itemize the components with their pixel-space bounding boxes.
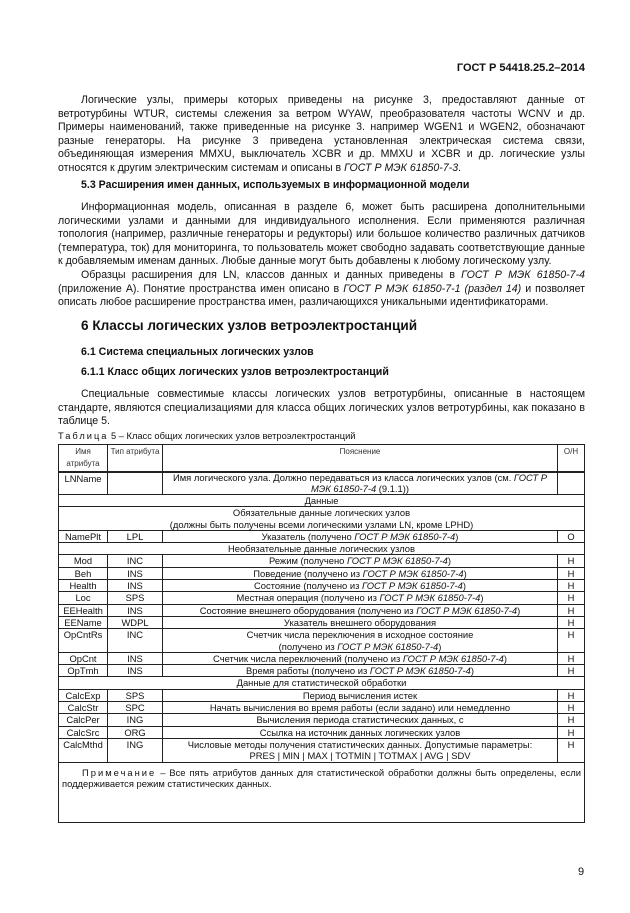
attribute-type: INS: [108, 665, 163, 677]
attribute-description: [163, 726, 558, 738]
description-text: Ссылка на источник данных логических узлов: [259, 726, 461, 738]
attribute-type: [108, 472, 163, 495]
document-header: ГОСТ Р 54418.25.2–2014: [456, 62, 585, 74]
attribute-name: CalcExp: [59, 689, 108, 701]
mandatory-optional: Н: [558, 738, 585, 762]
description-text: ): [480, 592, 484, 604]
caption-text: 5 – Класс общих логических узлов ветроэлектростанций: [108, 431, 356, 441]
attribute-description: [163, 567, 558, 579]
section-cell: [59, 507, 585, 531]
description-text: Указатель (получено: [261, 530, 355, 542]
section-heading-6-1-1: 6.1.1 Класс общих логических узлов ветроэлектростанций: [81, 366, 389, 378]
logical-nodes-table: [58, 444, 585, 823]
standard-reference: ГОСТ Р МЭК 61850-7-3: [344, 161, 459, 174]
table-row: [59, 738, 585, 762]
attribute-type: SPS: [108, 592, 163, 604]
section-title: Необязательные данные логических узлов: [227, 543, 416, 555]
description-text: Числовые методы получения статистических данных. Допустимые параметры: PRES | MIN | MAX | TOTMIN | TOTMAX | AVG | SDV: [187, 738, 533, 762]
description-text: Счетчик числа переключений (получено из: [213, 652, 403, 664]
description-text: Вычисления периода статистических данных, с: [256, 714, 464, 726]
table-row: [59, 665, 585, 677]
section-cell: [59, 543, 585, 555]
description-text: ): [438, 640, 442, 652]
table-row: [59, 652, 585, 664]
attribute-description: [163, 652, 558, 664]
table-row: [59, 702, 585, 714]
attribute-type: ORG: [108, 726, 163, 738]
standard-reference: ГОСТ Р МЭК 61850-7-4: [379, 592, 481, 604]
table-note-row: [59, 762, 585, 823]
attribute-name: CalcSrc: [59, 726, 108, 738]
attribute-description: [163, 555, 558, 567]
attribute-description: [163, 738, 558, 762]
attribute-description: [163, 714, 558, 726]
description-text: ): [462, 580, 467, 592]
table-row: [59, 629, 585, 653]
description-text: ): [447, 555, 451, 567]
table-row: [59, 580, 585, 592]
mandatory-optional: [558, 472, 585, 495]
description-text: Имя логического узла. Должно передаваться из класса логических узлов (см.: [172, 472, 514, 483]
attribute-type: INC: [108, 629, 163, 653]
caption-label: Таблица: [58, 431, 109, 441]
standard-reference: ГОСТ Р МЭК 61850-7-4: [461, 269, 585, 281]
attribute-name: EEHealth: [59, 604, 108, 616]
attribute-type: WDPL: [108, 616, 163, 628]
section-heading-6: 6 Классы логических узлов ветроэлектростанций: [81, 318, 418, 333]
standard-reference: ГОСТ Р МЭК 61850-7-4: [402, 652, 504, 664]
table-row: [59, 530, 585, 542]
attribute-name: OpTmh: [59, 665, 108, 677]
table-row: [59, 592, 585, 604]
mandatory-optional: Н: [558, 604, 585, 616]
standard-reference: ГОСТ Р МЭК 61850-7-4: [416, 604, 518, 616]
table-row: [59, 726, 585, 738]
attribute-name: NamePlt: [59, 530, 108, 542]
standard-reference: ГОСТ Р МЭК 61850-7-4: [362, 567, 464, 579]
mandatory-optional: Н: [558, 714, 585, 726]
section-heading-6-1: 6.1 Система специальных логических узлов: [81, 346, 314, 358]
column-header: О/Н: [558, 445, 585, 473]
section-title: Обязательные данные логических узлов: [232, 507, 411, 519]
table-row: [59, 689, 585, 701]
attribute-name: Loc: [59, 592, 108, 604]
description-text: Состояние внешнего оборудования (получено из: [199, 604, 417, 616]
standard-reference: ГОСТ Р МЭК 61850-7-4: [361, 580, 463, 592]
table-row: [59, 555, 585, 567]
attribute-name: CalcStr: [59, 702, 108, 714]
attribute-type: INS: [108, 567, 163, 579]
attribute-name: OpCntRs: [59, 629, 108, 653]
attribute-description: [163, 689, 558, 701]
paragraph-info-model: Информационная модель, описанная в разделе 6, может быть расширена дополнительными логическими узлами и данными для индивидуального исполнения. Если применяются различная топология (например, различные генераторы и редукторы) или большое количество различных датчиков (температура, ток) для мониторинга, то пользователь может свободно задавать соответствующие данные к добавляемым именам данных. Любые данные могут быть добавлены к любому логическому узлу.: [58, 201, 585, 268]
note-text: – Все пять атрибутов данных для статистической обработки должны быть определены, если поддерживается режим статистических данных.: [62, 766, 581, 789]
mandatory-optional: Н: [558, 567, 585, 579]
text: Образцы расширения для LN, классов данных и данных приведены в: [81, 269, 462, 281]
attribute-type: SPS: [108, 689, 163, 701]
attribute-type: INS: [108, 652, 163, 664]
standard-reference: ГОСТ Р МЭК 61850-7-4: [310, 472, 548, 494]
mandatory-optional: Н: [558, 555, 585, 567]
description-text: ): [463, 567, 467, 579]
attribute-description: [163, 616, 558, 628]
attribute-description: [163, 580, 558, 592]
description-text: (9.1.1)): [376, 482, 409, 494]
mandatory-optional: Н: [558, 629, 585, 653]
attribute-type: ING: [108, 738, 163, 762]
mandatory-optional: Н: [558, 652, 585, 664]
text: Логические узлы, примеры которых приведены на рисунке 3, предоставляют данные от ветротурбины WTUR, системы слежения за ветром WYAW, преобразователя частоты WCNV и др. Примеры наименований, также приведенные на рисунке 3. например WGEN1 и WGEN2, обозначают разные генераторы. На рисунке 3 приведена установленная электрическая система связи, объединяющая измерения MMXU, выключатель XCBR и др. MMXU и XCBR и др. логические узлы относятся к другим электрическим системам и описаны в: [58, 94, 585, 174]
attribute-description: [163, 629, 558, 653]
section-heading-5-3: 5.3 Расширения имен данных, используемых в информационной модели: [81, 179, 470, 191]
note-label: Примечание: [82, 766, 157, 778]
table-row: [59, 472, 585, 495]
column-header: Тип атрибута: [108, 445, 163, 473]
column-header: Пояснение: [163, 445, 558, 473]
paragraph-extensions: [58, 269, 585, 310]
mandatory-optional: Н: [558, 580, 585, 592]
standard-reference: ГОСТ Р МЭК 61850-7-4: [369, 665, 471, 677]
attribute-description: [163, 592, 558, 604]
attribute-type: INS: [108, 604, 163, 616]
attribute-type: INS: [108, 580, 163, 592]
description-text: Время работы (получено из: [246, 665, 370, 677]
section-title: Данные: [304, 495, 339, 506]
attribute-description: [163, 702, 558, 714]
attribute-name: CalcPer: [59, 714, 108, 726]
table-row: [59, 616, 585, 628]
standard-reference: ГОСТ Р МЭК 61850-7-4: [354, 530, 456, 542]
section-cell: [59, 677, 585, 689]
mandatory-optional: Н: [558, 726, 585, 738]
attribute-name: LNName: [59, 472, 108, 495]
mandatory-optional: О: [558, 530, 585, 542]
table-row: [59, 714, 585, 726]
attribute-name: Mod: [59, 555, 108, 567]
table-caption: [58, 431, 585, 441]
description-text: Поведение (получено из: [253, 567, 363, 579]
description-text: ): [503, 652, 507, 664]
description-text: Режим (получено: [268, 555, 347, 567]
table-row: [59, 604, 585, 616]
text: и позволяет описать любое расширение пространства имен, различающихся уникальными идентификаторами.: [58, 282, 585, 309]
description-text: Указатель внешнего оборудования: [283, 616, 437, 628]
attribute-name: Beh: [59, 567, 108, 579]
paragraph-logical-nodes: [58, 94, 585, 176]
attribute-type: INC: [108, 555, 163, 567]
description-text: ): [470, 665, 474, 677]
page-number: 9: [578, 866, 585, 878]
mandatory-optional: Н: [558, 689, 585, 701]
section-subtitle: (должны быть получены всеми логическими узлами LN, кроме LPHD): [169, 518, 474, 530]
attribute-description: [163, 604, 558, 616]
standard-reference: ГОСТ Р МЭК 61850-7-4: [346, 555, 448, 567]
description-text: Период вычисления истек: [302, 689, 418, 701]
text: (приложение А). Понятие пространства имен описано в: [58, 282, 344, 295]
table-section-row: [59, 543, 585, 555]
description-text: Счетчик числа переключения в исходное состояние (получено из: [246, 629, 474, 652]
table-section-row: [59, 507, 585, 531]
description-text: Начать вычисления во время работы (если задано) или немедленно: [209, 702, 511, 714]
standard-reference: ГОСТ Р МЭК 61850-7-4: [337, 640, 439, 652]
attribute-name: EEName: [59, 616, 108, 628]
attribute-type: SPC: [108, 702, 163, 714]
description-text: ): [455, 530, 459, 542]
section-cell: [59, 495, 585, 507]
attribute-type: LPL: [108, 530, 163, 542]
paragraph-specialization: Специальные совместимые классы логических узлов ветротурбины, описанные в настоящем стандарте, являются специализациями для класса общих логических узлов ветротурбины, как показано в таблице 5.: [58, 388, 585, 428]
mandatory-optional: Н: [558, 665, 585, 677]
table-section-row: [59, 495, 585, 507]
mandatory-optional: Н: [558, 592, 585, 604]
attribute-name: OpCnt: [59, 652, 108, 664]
attribute-type: ING: [108, 714, 163, 726]
attribute-name: Health: [59, 580, 108, 592]
text: .: [458, 161, 462, 174]
section-title: Данные для статистической обработки: [236, 677, 407, 689]
description-text: ): [517, 604, 521, 616]
mandatory-optional: Н: [558, 616, 585, 628]
table-row: [59, 567, 585, 579]
standard-reference: ГОСТ Р МЭК 61850-7-1 (раздел 14): [343, 282, 522, 295]
attribute-description: [163, 665, 558, 677]
attribute-description: [163, 472, 558, 495]
column-header: Имя атрибута: [59, 445, 108, 473]
attribute-name: CalcMthd: [59, 738, 108, 762]
description-text: Состояние (получено из: [253, 580, 362, 592]
attribute-description: [163, 530, 558, 542]
table-section-row: [59, 677, 585, 689]
description-text: Местная операция (получено из: [236, 592, 380, 604]
mandatory-optional: Н: [558, 702, 585, 714]
note-cell: [59, 762, 585, 823]
